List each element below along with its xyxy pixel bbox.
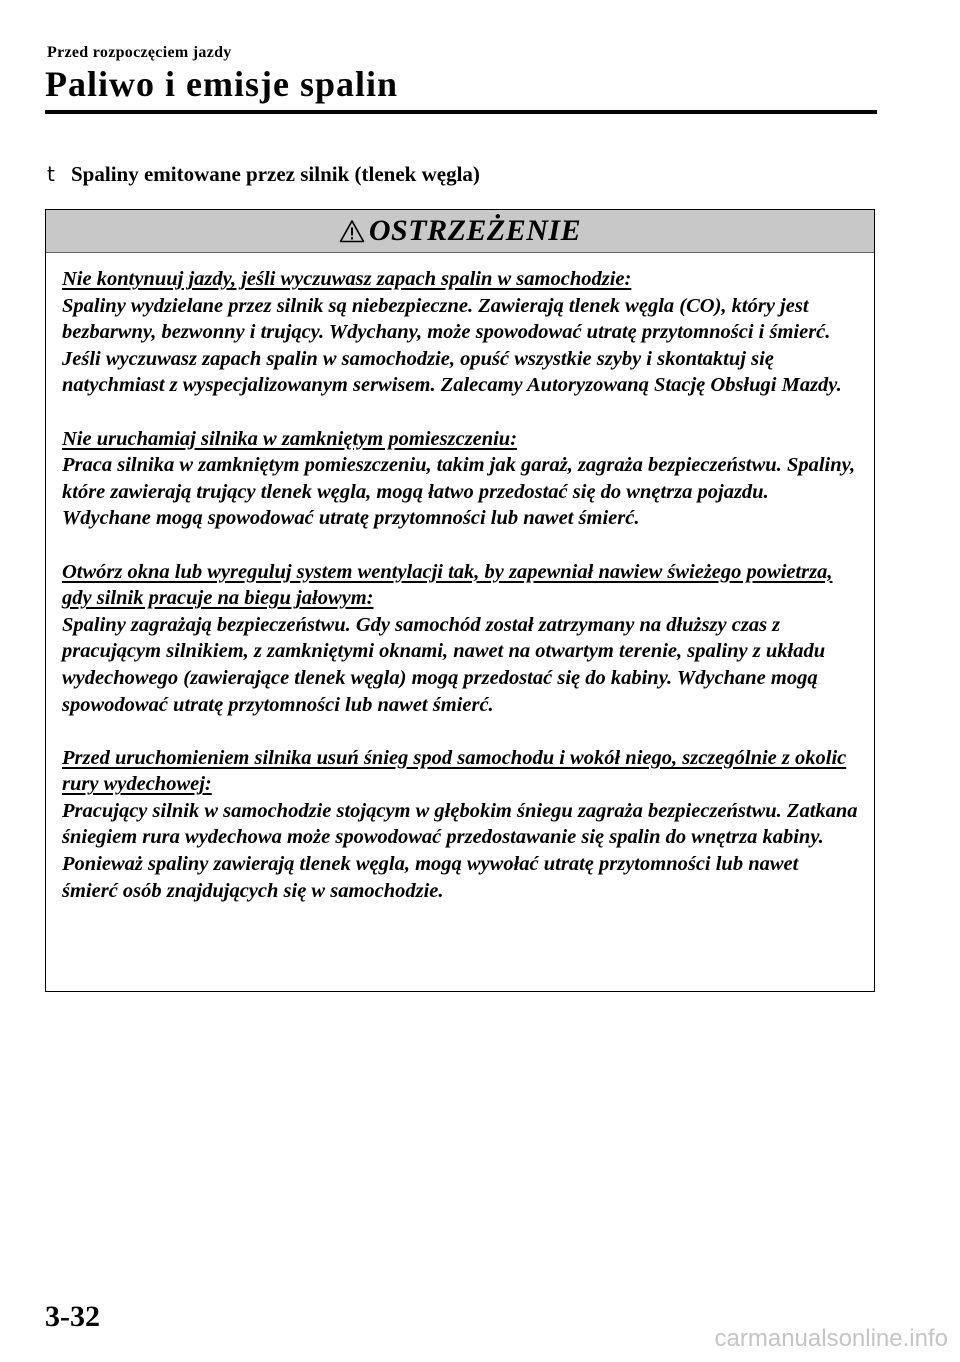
warning-box xyxy=(45,209,875,992)
warning-paragraph xyxy=(62,426,858,532)
section-heading xyxy=(47,160,480,188)
warning-paragraph-heading: Otwórz okna lub wyreguluj system wentylacji tak, by zapewniał nawiew świeżego powietrza, gdy silnik pracuje na biegu jałowym: xyxy=(62,560,833,610)
warning-paragraph-text: Spaliny wydzielane przez silnik są niebezpieczne. Zawierają tlenek węgla (CO), który jest bezbarwny, bezwonny i trujący. Wdychany, może spowodować utratę przytomności i śmierć. Jeśli wyczuwasz zapach spalin w samochodzie, opuść wszystkie szyby i skontaktuj się natychmiast z wyspecjalizowanym serwisem. Zalecamy Autoryzowaną Stację Obsługi Mazdy. xyxy=(62,294,842,397)
section-bullet: t xyxy=(47,162,55,186)
warning-body xyxy=(46,253,874,904)
running-head: Przed rozpoczęciem jazdy xyxy=(47,44,232,61)
title-rule xyxy=(45,110,877,114)
page-title: Paliwo i emisje spalin xyxy=(45,64,398,104)
warning-paragraph-text: Praca silnika w zamkniętym pomieszczeniu, takim jak garaż, zagraża bezpieczeństwu. Spaliny, które zawierają trujący tlenek węgla, mogą łatwo przedostać się do wnętrza pojazdu. Wdychane mogą spowodować utratę przytomności lub nawet śmierć. xyxy=(62,454,856,530)
warning-paragraph xyxy=(62,745,858,905)
page-number: 3-32 xyxy=(45,1300,100,1333)
warning-paragraph-heading: Przed uruchomieniem silnika usuń śnieg spod samochodu i wokół niego, szczególnie z okolic rury wydechowej: xyxy=(62,746,847,796)
warning-paragraph-text: Pracujący silnik w samochodzie stojącym w głębokim śniegu zagraża bezpieczeństwu. Zatkana śniegiem rura wydechowa może spowodować przedostawanie się spalin do wnętrza kabiny. Ponieważ spaliny zawierają tlenek węgla, mogą wywołać utratę przytomności lub nawet śmierć osób znajdujących się w samochodzie. xyxy=(62,799,858,902)
warning-title: OSTRZEŻENIE xyxy=(368,214,582,247)
warning-header xyxy=(46,210,874,253)
warning-paragraph xyxy=(62,266,858,399)
warning-paragraph-text: Spaliny zagrażają bezpieczeństwu. Gdy samochód został zatrzymany na dłuższy czas z pracującym silnikiem, z zamkniętymi oknami, nawet na otwartym terenie, spaliny z układu wydechowego (zawierające tlenek węgla) mogą przedostać się do kabiny. Wdychane mogą spowodować utratę przytomności lub nawet śmierć. xyxy=(62,613,826,716)
warning-paragraph xyxy=(62,559,858,719)
section-heading-text: Spaliny emitowane przez silnik (tlenek węgla) xyxy=(71,162,480,186)
warning-paragraph-heading: Nie kontynuuj jazdy, jeśli wyczuwasz zapach spalin w samochodzie: xyxy=(62,268,632,290)
warning-triangle-icon xyxy=(339,219,365,243)
warning-paragraph-heading: Nie uruchamiaj silnika w zamkniętym pomieszczeniu: xyxy=(62,427,518,450)
watermark: carmanualsonline.info xyxy=(714,1325,948,1352)
